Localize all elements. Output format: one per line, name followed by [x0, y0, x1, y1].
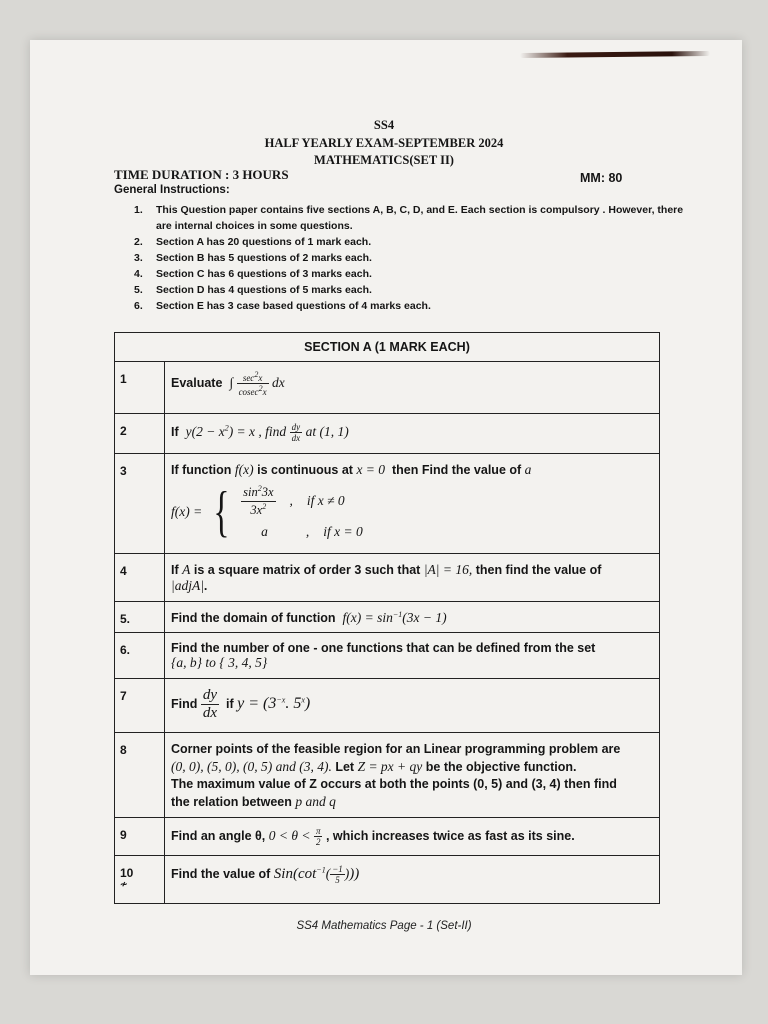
instruction-item: 3. Section B has 5 questions of 2 marks each.	[134, 252, 372, 264]
exam-title: HALF YEARLY EXAM-SEPTEMBER 2024	[264, 136, 504, 150]
question-content: Find an angle θ, 0 < θ < $\frac{\pi}{2}$ , which increases twice as fast as its sine.	[165, 818, 660, 856]
question-content: Evaluate ∫ sec2x cosec2x dx	[165, 362, 660, 414]
fraction: $\sin^23x$ $3x^2$	[243, 484, 274, 517]
fraction: sec2x cosec2x	[238, 370, 267, 397]
question-row	[115, 856, 660, 904]
fraction: $\frac{dy}{dx}$	[202, 687, 218, 722]
paper-code: SS4	[373, 118, 395, 132]
question-content: Find the domain of function $f(x) = \sin^{-1}(3x - 1)$	[165, 602, 660, 633]
question-content: Corner points of the feasible region for an Linear programming problem are (0, 0), (5, 0), (0, 5) and (3, 4). Let Z = px + qy be the objective function. The maximum value of Z occurs at both the points (0, 5) and (3, 4) then find the relation between p and q	[165, 733, 660, 818]
instructions-list	[134, 202, 694, 314]
instruction-item: 4. Section C has 6 questions of 3 marks each.	[134, 268, 372, 280]
question-number: 8	[115, 733, 165, 818]
instruction-item: 1. This Question paper contains five sections A, B, C, D, and E. Each section is compulsory . However, there are internal choices in some questions.	[134, 204, 684, 232]
question-row	[115, 602, 660, 633]
question-content: If $y(2 - x^2) = x$ , find $\frac{dy}{dx}$ at (1, 1)	[165, 414, 660, 454]
question-number: 4	[115, 554, 165, 602]
question-content: If function f(x) is continuous at x = 0 then Find the value of a f(x) = { $\sin^23x$ $3x^2$ , if x ≠ 0 a , if x = 0	[165, 454, 660, 554]
question-number: 7	[115, 679, 165, 733]
question-number: 9	[115, 818, 165, 856]
instruction-item: 5. Section D has 4 questions of 5 marks each.	[134, 284, 372, 296]
question-row	[115, 454, 660, 554]
time-duration: TIME DURATION : 3 HOURS	[114, 167, 289, 182]
question-content: Find the number of one - one functions that can be defined from the set {a, b} to { 3, 4, 5}	[165, 633, 660, 679]
fraction: $\frac{dy}{dx}$	[291, 422, 301, 443]
question-content: If A is a square matrix of order 3 such that |A| = 16, then find the value of |adjA|.	[165, 554, 660, 602]
question-number: 3	[115, 454, 165, 554]
instruction-item: 6. Section E has 3 case based questions of 4 marks each.	[134, 300, 431, 312]
fraction: $\frac{-1}{5}$	[332, 864, 343, 886]
question-row	[115, 818, 660, 856]
section-a-table	[114, 332, 660, 904]
question-row	[115, 633, 660, 679]
pen-mark: ≁	[120, 879, 128, 890]
question-number: 6.	[115, 633, 165, 679]
question-number: 1	[115, 362, 165, 414]
question-number: 5.	[115, 602, 165, 633]
question-number: 2	[115, 414, 165, 454]
question-row	[115, 733, 660, 818]
fraction: $\frac{\pi}{2}$	[315, 826, 321, 848]
question-content: Find $\frac{dy}{dx}$ if $y = (3^{-x}$. 5$^x$)	[165, 679, 660, 733]
question-content: Find the value of $Sin(\cot^{-1}$( $\frac{-1}{5}$ )))	[165, 856, 660, 904]
question-row	[115, 362, 660, 414]
section-title: SECTION A (1 MARK EACH)	[115, 333, 660, 362]
general-instructions-heading: General Instructions:	[114, 184, 230, 196]
section-header-row	[115, 333, 660, 362]
piecewise-function: f(x) = { $\sin^23x$ $3x^2$ , if x ≠ 0 a , if x = 0	[171, 481, 363, 543]
question-row	[115, 414, 660, 454]
instruction-item: 2. Section A has 20 questions of 1 mark each.	[134, 236, 372, 248]
max-marks: MM: 80	[580, 171, 623, 185]
question-row	[115, 679, 660, 733]
subject-title: MATHEMATICS(SET II)	[314, 153, 454, 167]
question-row	[115, 554, 660, 602]
page-footer: SS4 Mathematics Page - 1 (Set-II)	[296, 920, 472, 932]
question-number: 10 ≁	[115, 856, 165, 904]
